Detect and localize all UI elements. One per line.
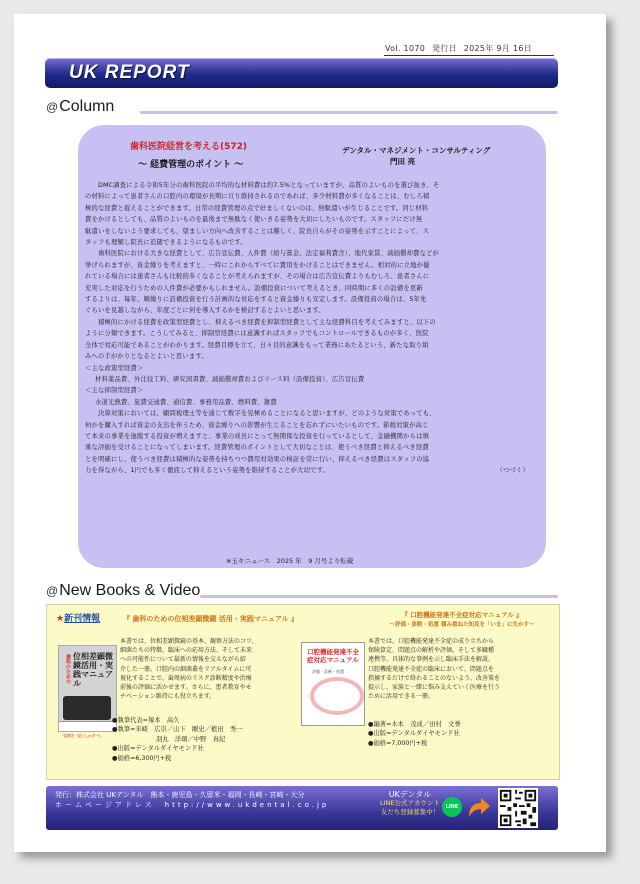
book2-desc-line: 保険算定、問題点の解析や評価、そして多職種 <box>368 647 495 655</box>
column-line: DMC調査による令和5年分の歯科医院の平均的な材料費は約7.5%となっていますが、品質のよいものを選び抜き、そ <box>98 182 440 189</box>
volume-number: Vol. 1070 <box>385 44 426 53</box>
to-be-continued: （つづく） <box>496 467 529 475</box>
column-line: 挙げられますが、資金繰りを考えますと、一時にこれからすべてに費用をかけることはできません。相対的に立地が優 <box>85 261 430 269</box>
book1-cover-kicker: 歯科のための <box>65 654 71 684</box>
homepage-link[interactable]: ホームページアドレス http://www.ukdental.co.jp <box>55 801 330 809</box>
at-icon: @ <box>46 100 59 114</box>
column-line: 全体で対応可能であることがわかります。経費目標を立て、日々目的意識をもって業務にあたるという、新たな取り組 <box>85 341 429 349</box>
book2-cover <box>301 642 365 726</box>
column-heading-rule <box>140 111 558 114</box>
new-books-label-text: 新刊情報 <box>64 614 101 624</box>
control-expenses-list: 水道光熱費、旅費交通費、通信費、事務用品費、燃料費、雑費 <box>95 398 277 406</box>
column-line: 力を得ながら、1円でも多く徹底して抑えるという姿勢を維持することが大切です。 <box>85 467 330 475</box>
column-line: タッフも理解し院長に追随できるようになるものです。 <box>85 239 247 247</box>
book1-description <box>120 637 298 701</box>
column-line: 積極的にかける経費を政策型経費とし、抑えるべき経費を抑制型経費として主な経費科目を考えてみますと、以下の <box>98 318 436 326</box>
book2-desc-line: ために活用できる一冊。 <box>368 693 435 701</box>
column-line: 費をかけるとしても、品質のよいものを最後まで無駄なく使いきる姿勢を大切にしたいものです。スタッフにだけ無 <box>85 216 423 224</box>
publisher-line: 発行：株式会社 UKデンタル 熊本・鹿児島・久留米・福岡・長崎・宮崎・大分 <box>55 791 305 799</box>
star-icon: ★ <box>56 614 65 624</box>
column-title: 歯科医院経営を考える(572) <box>130 142 248 152</box>
line-friend-cta: 友だち登録募集中！ <box>380 808 440 816</box>
column-body <box>85 180 541 477</box>
book2-info <box>368 720 554 748</box>
book1-info <box>112 716 302 763</box>
column-line: 駄遣いをしないよう要求しても、望ましい方向へ改善することは難しく、院長自らがその姿勢を示すことによって、ス <box>85 227 430 235</box>
report-title: UK REPORT <box>69 62 190 83</box>
book2-price: ●価格=7,000円+税 <box>368 739 428 747</box>
book2-heading <box>364 610 560 630</box>
issue-info <box>385 43 536 54</box>
policy-expenses-list: 材料薬品費、外注技工料、研究図書費、減価償却費およびリース料（設備投資）、広告宣伝費 <box>95 375 365 383</box>
column-subtitle: ～ 経費管理のポイント ～ <box>138 160 244 170</box>
column-line: みへの手がかりとなるとよいと思います。 <box>85 353 208 361</box>
policy-expenses-heading: ＜主な政策型経費＞ <box>85 364 144 372</box>
book2-cover-art <box>310 677 364 715</box>
line-icon[interactable]: LINE <box>442 797 462 817</box>
issue-date: 2025年 9月 16日 <box>463 44 533 53</box>
book1-desc-line: 前後の評価に活かせます。さらに、患者教育やモ <box>120 684 252 692</box>
book1-desc-line: への可能性について最新の情報を交えながら紹 <box>120 656 246 664</box>
column-heading-text: Column <box>59 98 115 115</box>
books-heading-text: New Books & Video <box>59 582 201 599</box>
book2-desc-line: 指摘するだけで終わることのないよう、改善策を <box>368 674 501 682</box>
author-name: 門田 亮 <box>390 157 416 166</box>
book2-subtitle: ～評価・診断・処置 積み重ねた知見を「いま」に生かす～ <box>389 622 535 628</box>
book2-publisher: ●出版=デンタルダイヤモンド社 <box>368 730 460 738</box>
column-source: ※玉キニュース 2025 年 9 月号より転載 <box>226 557 354 565</box>
arrow-icon <box>466 796 492 820</box>
book2-description <box>368 637 554 701</box>
book1-desc-line: チベーション維持にも役立ちます。 <box>120 693 216 701</box>
book2-desc-line: 本書では、口腔機能発達不全症の成り立ちから <box>368 638 495 645</box>
book2-desc-line: 口腔機能発達不全症の臨床において、問題点を <box>368 665 494 673</box>
column-line: するよりは、毎年、順繰りに設備投資を行う計画的な対応をすると資金繰りも安定します。設備投資の場合は、5年先 <box>85 296 427 304</box>
book1-cover-footer: "見開き一見にしかず"で。 <box>59 721 116 731</box>
column-line: の材料によって患者さんの口腔内の環境が長期に亘り維持されるのであれば、多少材料費が多くなることは、むしろ積 <box>85 193 430 201</box>
at-icon: @ <box>46 584 59 598</box>
qr-code-icon[interactable] <box>498 788 538 828</box>
book2-title: 『 口腔機能発達不全症対応マニュアル 』 <box>401 611 523 619</box>
column-line: 重な評価を受けることになってしまいます。経費管理のポイントとして大切なことは、使うべき経費と抑えるべき経費 <box>85 444 429 452</box>
book1-desc-line: 視化することで、歯周病のリスク診断精度や治療 <box>120 674 252 682</box>
microscope-image <box>63 696 111 720</box>
column-line: とを明確にし、使うべき経費は積極的な姿勢を持ちつつ費用対効果の検証を常に行い、抑えるべき経費はスタッフの協 <box>85 455 430 463</box>
line-account-label: LINE公式アカウント <box>380 799 440 807</box>
column-line: 充実した対応を行うための人件費が必要かもしれません。設備投資について考えるとき、同時期に多くの設備を更新 <box>85 284 423 292</box>
book1-desc-line: 介した一冊。口腔内の細菌叢をリアルタイムに可 <box>120 665 252 673</box>
column-line: 歯科医院における大きな経費として、広告宣伝費、人件費（給与賞金、法定福利費含）、地代家賃、減価償却費などが <box>98 250 440 258</box>
control-expenses-heading: ＜主な抑制型経費＞ <box>85 387 144 395</box>
issue-underline <box>384 55 554 56</box>
column-line: れている場合には患者さんも比較的多くなることが考えられますが、その場合は広告宣伝費よりもむしろ、患者さんに <box>85 273 430 281</box>
book1-editor: ●執筆代表=塚本 高久 <box>112 717 180 724</box>
line-account-title: UKデンタル <box>388 790 432 799</box>
column-line: 極的な経費と捉えることができます。日常の経費管理の点で好ましくないのは、無駄遣いが生じることです。同じ材料 <box>85 204 429 212</box>
book2-authors: ●編著=木本 茂成／田村 文誉 <box>368 721 461 728</box>
book1-desc-line: 本書では、位相差顕微鏡の基本、観察方法のコツ、 <box>120 638 258 645</box>
book1-authors-cont: 羽丸 洋頌／中野 真紀 <box>156 735 226 743</box>
column-line: ぐらいを見越しながら、年度ごとに何を導入するかを検討するとよいと思います。 <box>85 307 325 315</box>
books-heading-rule <box>200 595 558 598</box>
column-author <box>342 145 490 167</box>
column-line: 決算対策においては、顧問税理士等を通じて数字を見極めることになると思いますが、どのような対策であっても、 <box>98 410 436 418</box>
book1-title: 『 歯科のための位相差顕微鏡 活用・実践マニュアル 』 <box>123 615 299 623</box>
book1-publisher: ●出版=デンタルダイヤモンド社 <box>112 745 204 753</box>
issue-date-label: 発行日 <box>431 44 457 53</box>
report-banner <box>45 58 558 88</box>
column-line: ように分類できます。こうしてみると、抑制型経費には意識すればスタッフでもコントロールできるものが多く、医院 <box>85 330 429 338</box>
book1-cover-title: 位相差顕微鏡活用・実践マニュアル <box>73 652 113 688</box>
book2-cover-title: 口腔機能発達不全症対応マニュアル <box>307 648 359 664</box>
column-line: て本来の事業を逸脱する投資が増えますと、事業の成長にとって無関係な投資を行っているとして、金融機関からは慎 <box>85 432 430 440</box>
book2-cover-kicker: 評価・診断・処置 <box>312 669 344 674</box>
books-heading <box>46 582 200 600</box>
book2-desc-line: 提示し、家族と一緒に悩み支えていく医療を行う <box>368 684 501 692</box>
column-line: 何かを購入すれば資金の支出を伴うため、資金繰りへの影響が生じることを忘れずにいたいものです。節税対策が高じ <box>85 421 429 429</box>
footer-publisher-info <box>55 790 329 810</box>
book2-desc-line: 連携等、具体的な事例を示し臨床手法を解説。 <box>368 656 495 664</box>
book1-price: ●価格=6,300円+税 <box>112 754 172 762</box>
column-heading <box>46 98 114 116</box>
book1-authors: ●執筆=米崎 広崇／山下 剛史／植田 秀一 <box>112 726 243 734</box>
book1-desc-line: 細菌たちの特徴、臨床への応用方法、そして未来 <box>120 647 253 655</box>
author-organization: デンタル・マネジメント・コンサルティング <box>342 146 491 155</box>
new-books-label[interactable] <box>56 611 100 624</box>
book1-cover <box>58 645 117 738</box>
